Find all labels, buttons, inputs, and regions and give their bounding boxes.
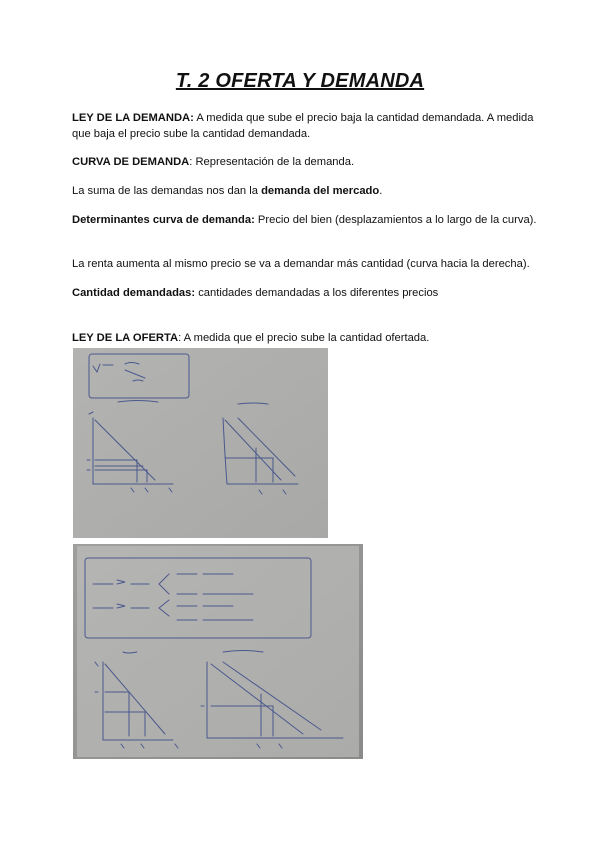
term: LEY DE LA DEMANDA: bbox=[72, 112, 194, 124]
text-post: . bbox=[379, 185, 383, 197]
handwritten-demand-diagrams-image bbox=[73, 348, 328, 538]
text-pre: La suma de las demandas nos dan la bbox=[72, 185, 262, 197]
handwritten-notes-photo-2 bbox=[73, 544, 363, 759]
text: La renta aumenta al mismo precio se va a demandar más cantidad (curva hacia la derecha). bbox=[72, 258, 530, 270]
definition: : A medida que el precio sube la cantidad ofertada. bbox=[178, 332, 430, 344]
term: demanda del mercado bbox=[261, 185, 380, 197]
paragraph-curva-demanda bbox=[72, 154, 542, 170]
definition: cantidades demandadas a los diferentes precios bbox=[195, 287, 439, 299]
paragraph-ley-demanda bbox=[72, 110, 542, 142]
definition: A medida que sube el precio baja la cantidad demandada. A medida que baja el precio sube la cantidad demandada. bbox=[72, 112, 534, 140]
term: LEY DE LA OFERTA bbox=[72, 332, 179, 344]
paragraph-ley-oferta bbox=[72, 330, 542, 346]
document-title: T. 2 OFERTA Y DEMANDA bbox=[175, 70, 425, 92]
term: Determinantes curva de demanda: bbox=[72, 214, 255, 226]
handwritten-notes-photo-1 bbox=[73, 348, 328, 538]
paragraph-demanda-mercado bbox=[72, 183, 542, 199]
paragraph-renta bbox=[72, 256, 542, 272]
definition: : Representación de la demanda. bbox=[189, 156, 355, 168]
paragraph-determinantes bbox=[72, 212, 542, 228]
term: CURVA DE DEMANDA bbox=[72, 156, 190, 168]
paragraph-cantidad-demandadas bbox=[72, 285, 542, 301]
handwritten-shift-diagrams-image bbox=[73, 544, 363, 759]
definition: Precio del bien (desplazamientos a lo largo de la curva). bbox=[254, 214, 537, 226]
term: Cantidad demandadas: bbox=[72, 287, 196, 299]
